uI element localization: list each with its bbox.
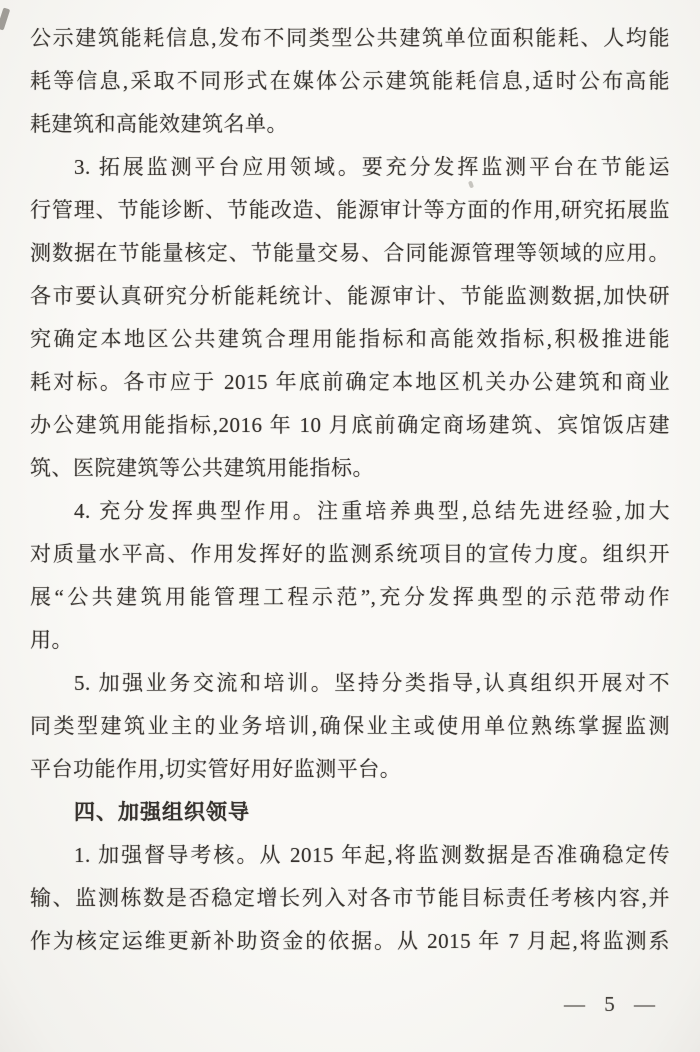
document-body [30,17,670,963]
paragraph-item-5 [30,662,670,791]
text-line: 3. 拓展监测平台应用领域。要充分发挥监测平台在节能运 [74,155,670,179]
paragraph-item-3 [30,146,670,490]
text-line: 5. 加强业务交流和培训。坚持分类指导,认真组织开展对不 [74,671,670,695]
text-line: 1. 加强督导考核。从 2015 年起,将监测数据是否准确稳定传 [74,843,670,867]
text-line: 作为核定运维更新补助资金的依据。从 2015 年 7 月起,将监测系 [30,929,670,953]
text-line: 平台功能作用,切实管好用好监测平台。 [30,757,402,781]
text-line: 行管理、节能诊断、节能改造、能源审计等方面的作用,研究拓展监 [30,198,670,222]
text-line: 展“公共建筑用能管理工程示范”,充分发挥典型的示范带动作 [30,585,670,609]
paragraph-item-4 [30,490,670,662]
text-line: 测数据在节能量核定、节能量交易、合同能源管理等领域的应用。 [30,241,670,265]
text-line: 究确定本地区公共建筑合理用能指标和高能效指标,积极推进能 [30,327,670,351]
paragraph-item-1-section4 [30,834,670,963]
section-heading: 四、加强组织领导 [74,801,250,824]
text-line: 输、监测栋数是否稳定增长列入对各市节能目标责任考核内容,并 [30,886,670,910]
text-line: 对质量水平高、作用发挥好的监测系统项目的宣传力度。组织开 [30,542,670,566]
text-line: 公示建筑能耗信息,发布不同类型公共建筑单位面积能耗、人均能 [30,26,670,50]
text-line: 4. 充分发挥典型作用。注重培养典型,总结先进经验,加大 [74,499,670,523]
scan-artifact-corner [0,7,10,30]
text-line: 筑、医院建筑等公共建筑用能指标。 [30,456,374,480]
text-line: 耗等信息,采取不同形式在媒体公示建筑能耗信息,适时公布高能 [30,69,670,93]
text-line: 耗对标。各市应于 2015 年底前确定本地区机关办公建筑和商业 [30,370,670,394]
text-line: 办公建筑用能指标,2016 年 10 月底前确定商场建筑、宾馆饭店建 [30,413,670,437]
text-line: 耗建筑和高能效建筑名单。 [30,112,288,136]
page-number: — 5 — [564,992,662,1016]
paragraph-continuation [30,17,670,146]
text-line: 各市要认真研究分析能耗统计、能源审计、节能监测数据,加快研 [30,284,670,308]
text-line: 同类型建筑业主的业务培训,确保业主或使用单位熟练掌握监测 [30,714,670,738]
text-line: 用。 [30,628,73,652]
